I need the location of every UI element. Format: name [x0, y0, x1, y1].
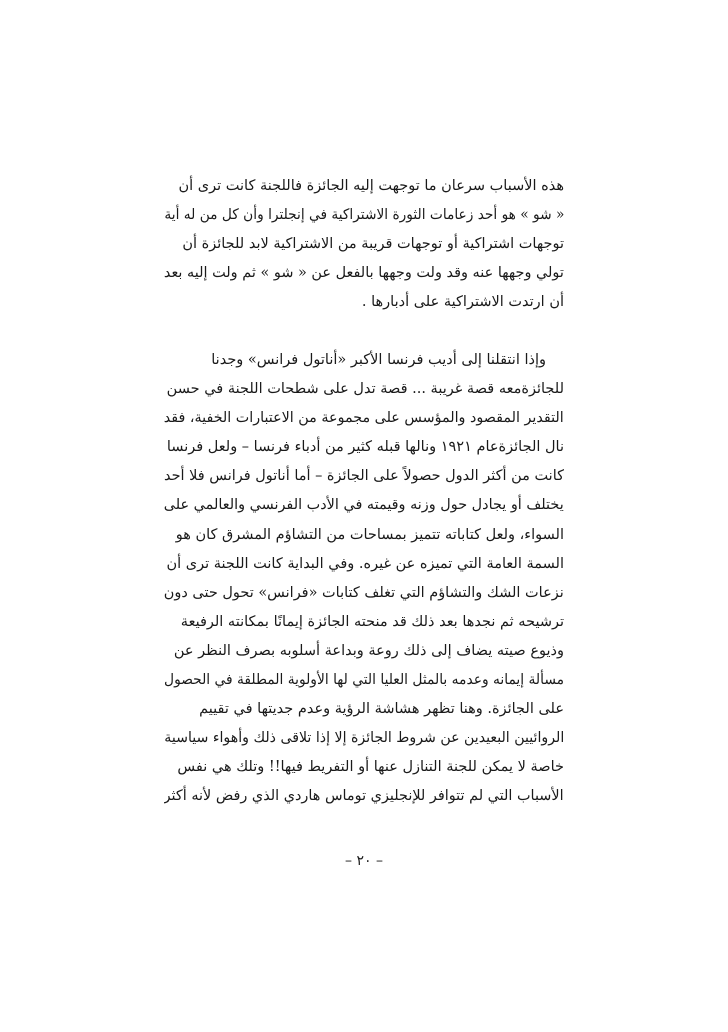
text-line: الأسباب التي لم تتوافر للإنجليزي توماس هاردي الذي رفض لأنه أكثر — [164, 788, 564, 805]
page-number: – ٢٠ – — [345, 853, 383, 869]
text-line: للجائزةمعه قصة غريبة ... قصة تدل على شطحات اللجنة في حسن — [166, 381, 564, 398]
text-line: السمة العامة التي تميزه عن غيره. وفي البداية كانت اللجنة ترى أن — [166, 555, 564, 572]
text-line: السواء، ولعل كتاباته تتميز بمساحات من التشاؤم المشرق كان هو — [175, 526, 564, 543]
text-line: نزعات الشك والتشاؤم التي تغلف كتابات «فرانس» تحول حتى دون — [164, 584, 564, 601]
text-line: توجهات اشتراكية أو توجهات قريبة من الاشتراكية لابد للجائزة أن — [182, 236, 564, 253]
text-line: وذيوع صيته يضاف إلى ذلك روعة وبداعة أسلوبه بصرف النظر عن — [173, 642, 564, 659]
text-line: تولي وجهها عنه وقد ولت وجهها بالفعل عن « شو » ثم ولت إليه بعد — [164, 265, 564, 282]
text-line: التقدير المقصود والمؤسس على مجموعة من الاعتبارات الخفية، فقد — [164, 410, 564, 427]
text-line: وإذا انتقلنا إلى أديب فرنسا الأكبر «أناتول فرانس» وجدنا — [211, 352, 546, 368]
text-line: ترشيحه ثم نجدها بعد ذلك قد منحته الجائزة إيمانًا بمكانته الرفيعة — [180, 613, 564, 630]
paragraph-1 — [164, 172, 564, 317]
text-line: الروائيين البعيدين عن شروط الجائزة إلا إذا تلاقى ذلك وأهواء سياسية — [164, 730, 564, 747]
text-line: خاصة لا يمكن للجنة التنازل عنها أو التفريط فيها!! وتلك هي نفس — [177, 759, 564, 776]
text-line: يختلف أو يجادل حول وزنه وقيمته في الأدب الفرنسي والعالمي على — [164, 497, 564, 514]
text-line: مسألة إيمانه وعدمه بالمثل العليا التي لها الأولوية المطلقة في الحصول — [164, 672, 564, 689]
text-line: هذه الأسباب سرعان ما توجهت إليه الجائزة فاللجنة كانت ترى أن — [178, 178, 564, 194]
text-line: أن ارتدت الاشتراكية على أدبارها . — [361, 294, 564, 311]
text-line: كانت من أكثر الدول حصولاً على الجائزة – أما أناتول فرانس فلا أحد — [164, 468, 564, 485]
text-line: على الجائزة. وهنا تظهر هشاشة الرؤية وعدم جديتها في تقييم — [199, 701, 564, 718]
text-line: « شو » هو أحد زعامات الثورة الاشتراكية في إنجلترا وأن كل من له أية — [164, 207, 564, 224]
text-line: نال الجائزةعام ١٩٢١ ونالها قبله كثير من أدباء فرنسا – ولعل فرنسا — [166, 439, 564, 456]
paragraph-2 — [164, 346, 564, 812]
